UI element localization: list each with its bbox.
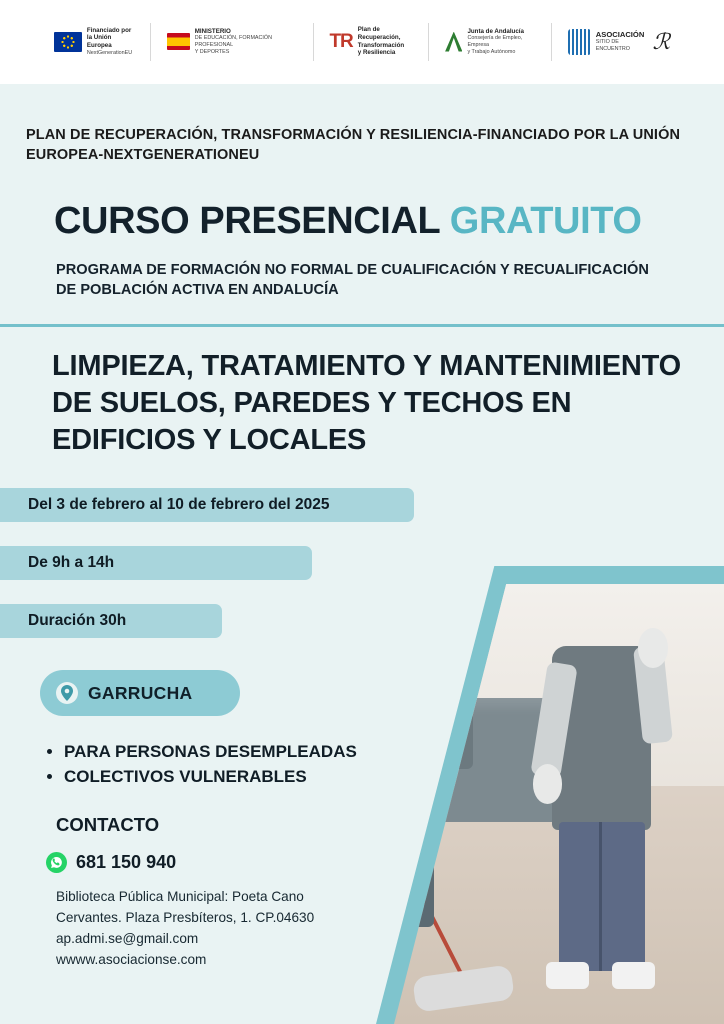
ministerio-line1: MINISTERIO — [194, 27, 231, 35]
hours-badge: De 9h a 14h — [0, 546, 312, 580]
junta-line2: Consejería de Empleo, Empresa — [467, 35, 523, 48]
prtr-line3: y Resiliencia — [357, 49, 396, 57]
location-label: GARRUCHA — [88, 682, 193, 703]
phone-number[interactable]: 681 150 940 — [76, 852, 177, 872]
prtr-line2: Transformación — [357, 41, 405, 49]
ministerio-line2: DE EDUCACIÓN, FORMACIÓN PROFESIONAL — [194, 35, 273, 48]
list-item: • COLECTIVOS VULNERABLES — [64, 765, 466, 790]
dates-badge: Del 3 de febrero al 10 de febrero del 2025 — [0, 488, 414, 522]
ministerio-logo-text — [195, 28, 297, 56]
eu-funding-line: PLAN DE RECUPERACIÓN, TRANSFORMACIÓN Y RESILIENCIA-FINANCIADO POR LA UNIÓN EUROPEA-NEXTGENERATIONEU — [26, 127, 681, 163]
andalucia-a-icon — [445, 32, 462, 52]
ministerio-logo — [167, 28, 296, 56]
eu-logo-line2: la Unión Europea — [86, 34, 112, 49]
asociacion-logo — [568, 29, 670, 55]
eu-logo-line3: NextGenerationEU — [86, 49, 133, 56]
prtr-logo — [329, 26, 412, 57]
eu-logo-line1: Financiado por — [86, 26, 132, 34]
spain-flag-icon — [167, 33, 190, 50]
section-divider — [0, 324, 724, 327]
list-item: • PARA PERSONAS DESEMPLEADAS — [64, 740, 466, 765]
asociacion-line2: SITIO DE ENCUENTRO — [595, 39, 630, 53]
duration-badge: Duración 30h — [0, 604, 222, 638]
logo-divider-3 — [428, 23, 429, 61]
prtr-line1: Plan de Recuperación, — [357, 26, 401, 41]
eu-logo-text — [87, 27, 134, 57]
junta-line3: y Trabajo Autónomo — [467, 48, 516, 55]
logo-divider-2 — [313, 23, 314, 61]
prtr-logo-text — [358, 26, 412, 57]
address-line-1: Biblioteca Pública Municipal: Poeta Cano — [56, 889, 304, 904]
contact-heading: CONTACTO — [56, 814, 160, 835]
tr-monogram-icon: TR — [329, 30, 353, 52]
logo-divider-1 — [150, 23, 151, 61]
contact-address — [56, 886, 386, 970]
asociacion-stripes-icon — [568, 29, 591, 55]
poster-body — [0, 84, 724, 1024]
asociacion-line1: ASOCIACIÓN — [595, 30, 645, 39]
poster-content — [0, 84, 724, 1024]
course-title: LIMPIEZA, TRATAMIENTO Y MANTENIMIENTO DE SUELOS, PAREDES Y TECHOS EN EDIFICIOS Y LOCALES — [52, 350, 681, 457]
ministerio-line3: Y DEPORTES — [194, 48, 230, 55]
course-free-label: GRATUITO — [449, 200, 642, 242]
course-label: CURSO PRESENCIAL — [54, 200, 440, 242]
email-address[interactable]: ap.admi.se@gmail.com — [56, 931, 199, 947]
eu-logo — [54, 27, 134, 57]
asociacion-logo-text — [596, 30, 648, 53]
page-title — [54, 200, 642, 243]
audience-list — [46, 740, 466, 789]
phone-row[interactable] — [46, 852, 176, 873]
location-badge — [40, 670, 240, 716]
signature-icon: ℛ — [652, 28, 670, 54]
address-line-2: Cervantes. Plaza Presbíteros, 1. CP.04630 — [56, 910, 315, 926]
junta-logo — [445, 28, 535, 56]
map-pin-icon — [56, 682, 78, 704]
logo-bar — [0, 0, 724, 84]
website-url[interactable]: wwww.asociacionse.com — [56, 952, 207, 968]
whatsapp-icon — [46, 852, 67, 873]
logo-divider-4 — [551, 23, 552, 61]
program-subtitle: PROGRAMA DE FORMACIÓN NO FORMAL DE CUALIFICACIÓN Y RECUALIFICACIÓN DE POBLACIÓN ACTIVA EN ANDALUCÍA — [56, 262, 649, 299]
junta-line1: Junta de Andalucía — [467, 27, 524, 35]
junta-logo-text — [467, 28, 535, 56]
eu-flag-icon — [54, 32, 82, 52]
